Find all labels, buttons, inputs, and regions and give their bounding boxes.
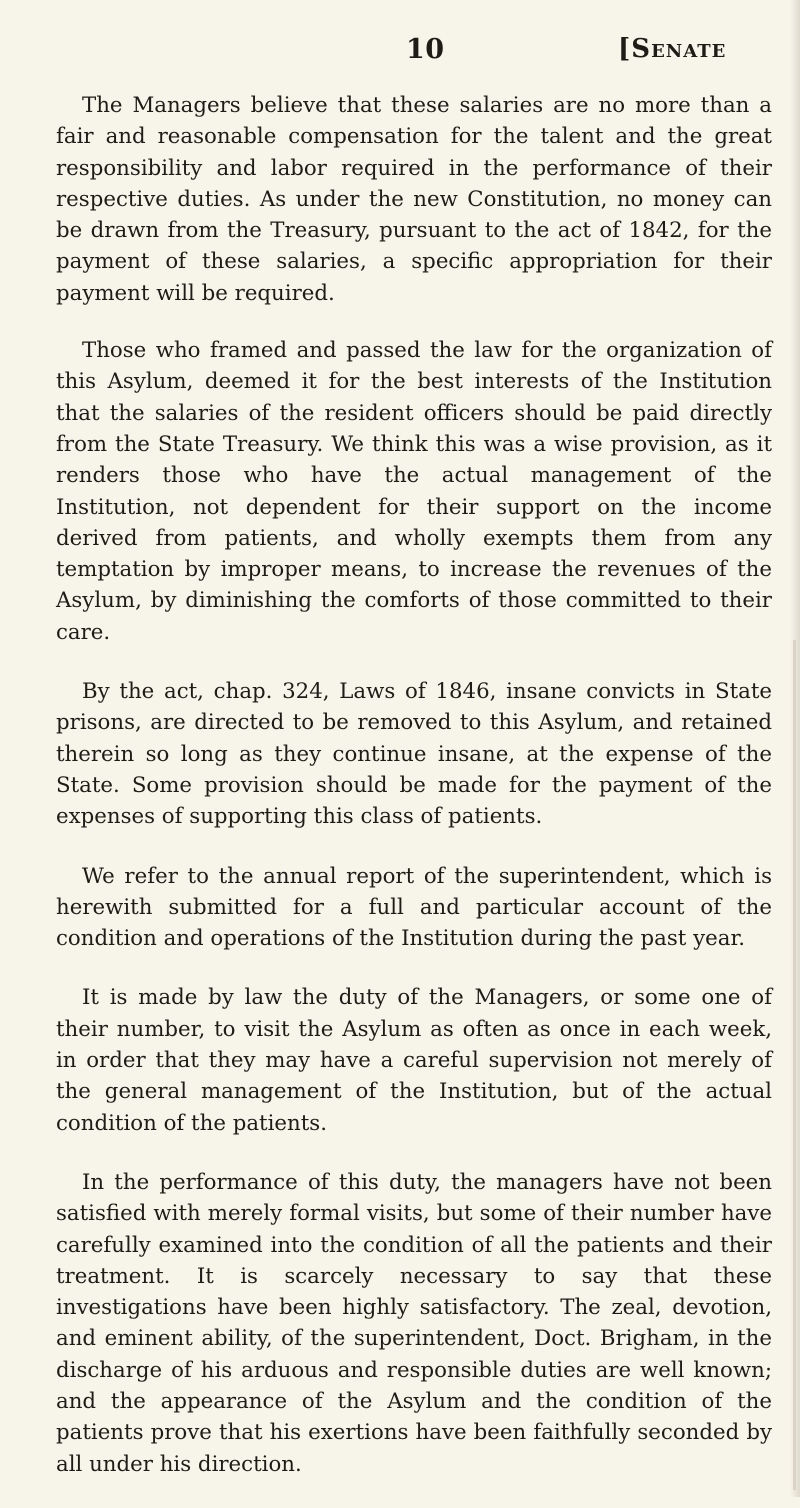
paragraph-performance-of-duty: In the performance of this duty, the managers have not been satisfied with merely formal visits, but some of their number have carefully examined into the condition of all the patients and their treatment. It is scarcely necessary to say that these investigations have been highly satisfactory. The zeal, devotion, and eminent ability, of the superintendent, Doct. Brigham, in the discharge of his arduous and responsible duties are well known; and the appearance of the Asylum and the condition of the patients prove that his exertions have been faithfully seconded by all under his direction. xyxy=(56,1169,772,1477)
paragraph-managers-duty: It is made by law the duty of the Managers, or some one of their number, to visit the Asylum as often as once in each week, in order that they may have a careful supervision not merely of the general management of the Institution, but of the actual condition of the patients. xyxy=(56,985,772,1136)
paragraph-annual-report: We refer to the annual report of the superintendent, which is herewith submitted for a full and particular account of the condition and operations of the Institution during the past year. xyxy=(56,863,772,952)
paragraph-salaries: The Managers believe that these salaries are no more than a fair and reasonable compensation for the talent and the great responsibility and labor required in the performance of their respective duties. As under the new Constitution, no money can be drawn from the Treasury, pursuant to the act of 1842, for the payment of these salaries, a specific appropriation for their payment will be required. xyxy=(56,93,772,306)
page-header xyxy=(0,34,800,74)
page-number: 10 xyxy=(406,34,445,65)
page-edge-line xyxy=(793,640,796,1490)
running-head: [Senate xyxy=(618,34,727,64)
paragraph-organization-law: Those who framed and passed the law for the organization of this Asylum, deemed it for the best interests of the Institution that the salaries of the resident officers should be paid directly from the State Treasury. We think this was a wise provision, as it renders those who have the actual management of the Institution, not dependent for their support on the income derived from patients, and wholly exempts them from any temptation by improper means, to increase the revenues of the Asylum, by diminishing the comforts of those committed to their care. xyxy=(56,338,772,645)
body-text xyxy=(56,90,772,1508)
paragraph-insane-convicts: By the act, chap. 324, Laws of 1846, insane convicts in State prisons, are directed to be removed to this Asylum, and retained therein so long as they continue insane, at the expense of the State. Some provision should be made for the payment of the expenses of supporting this class of patients. xyxy=(56,679,772,830)
